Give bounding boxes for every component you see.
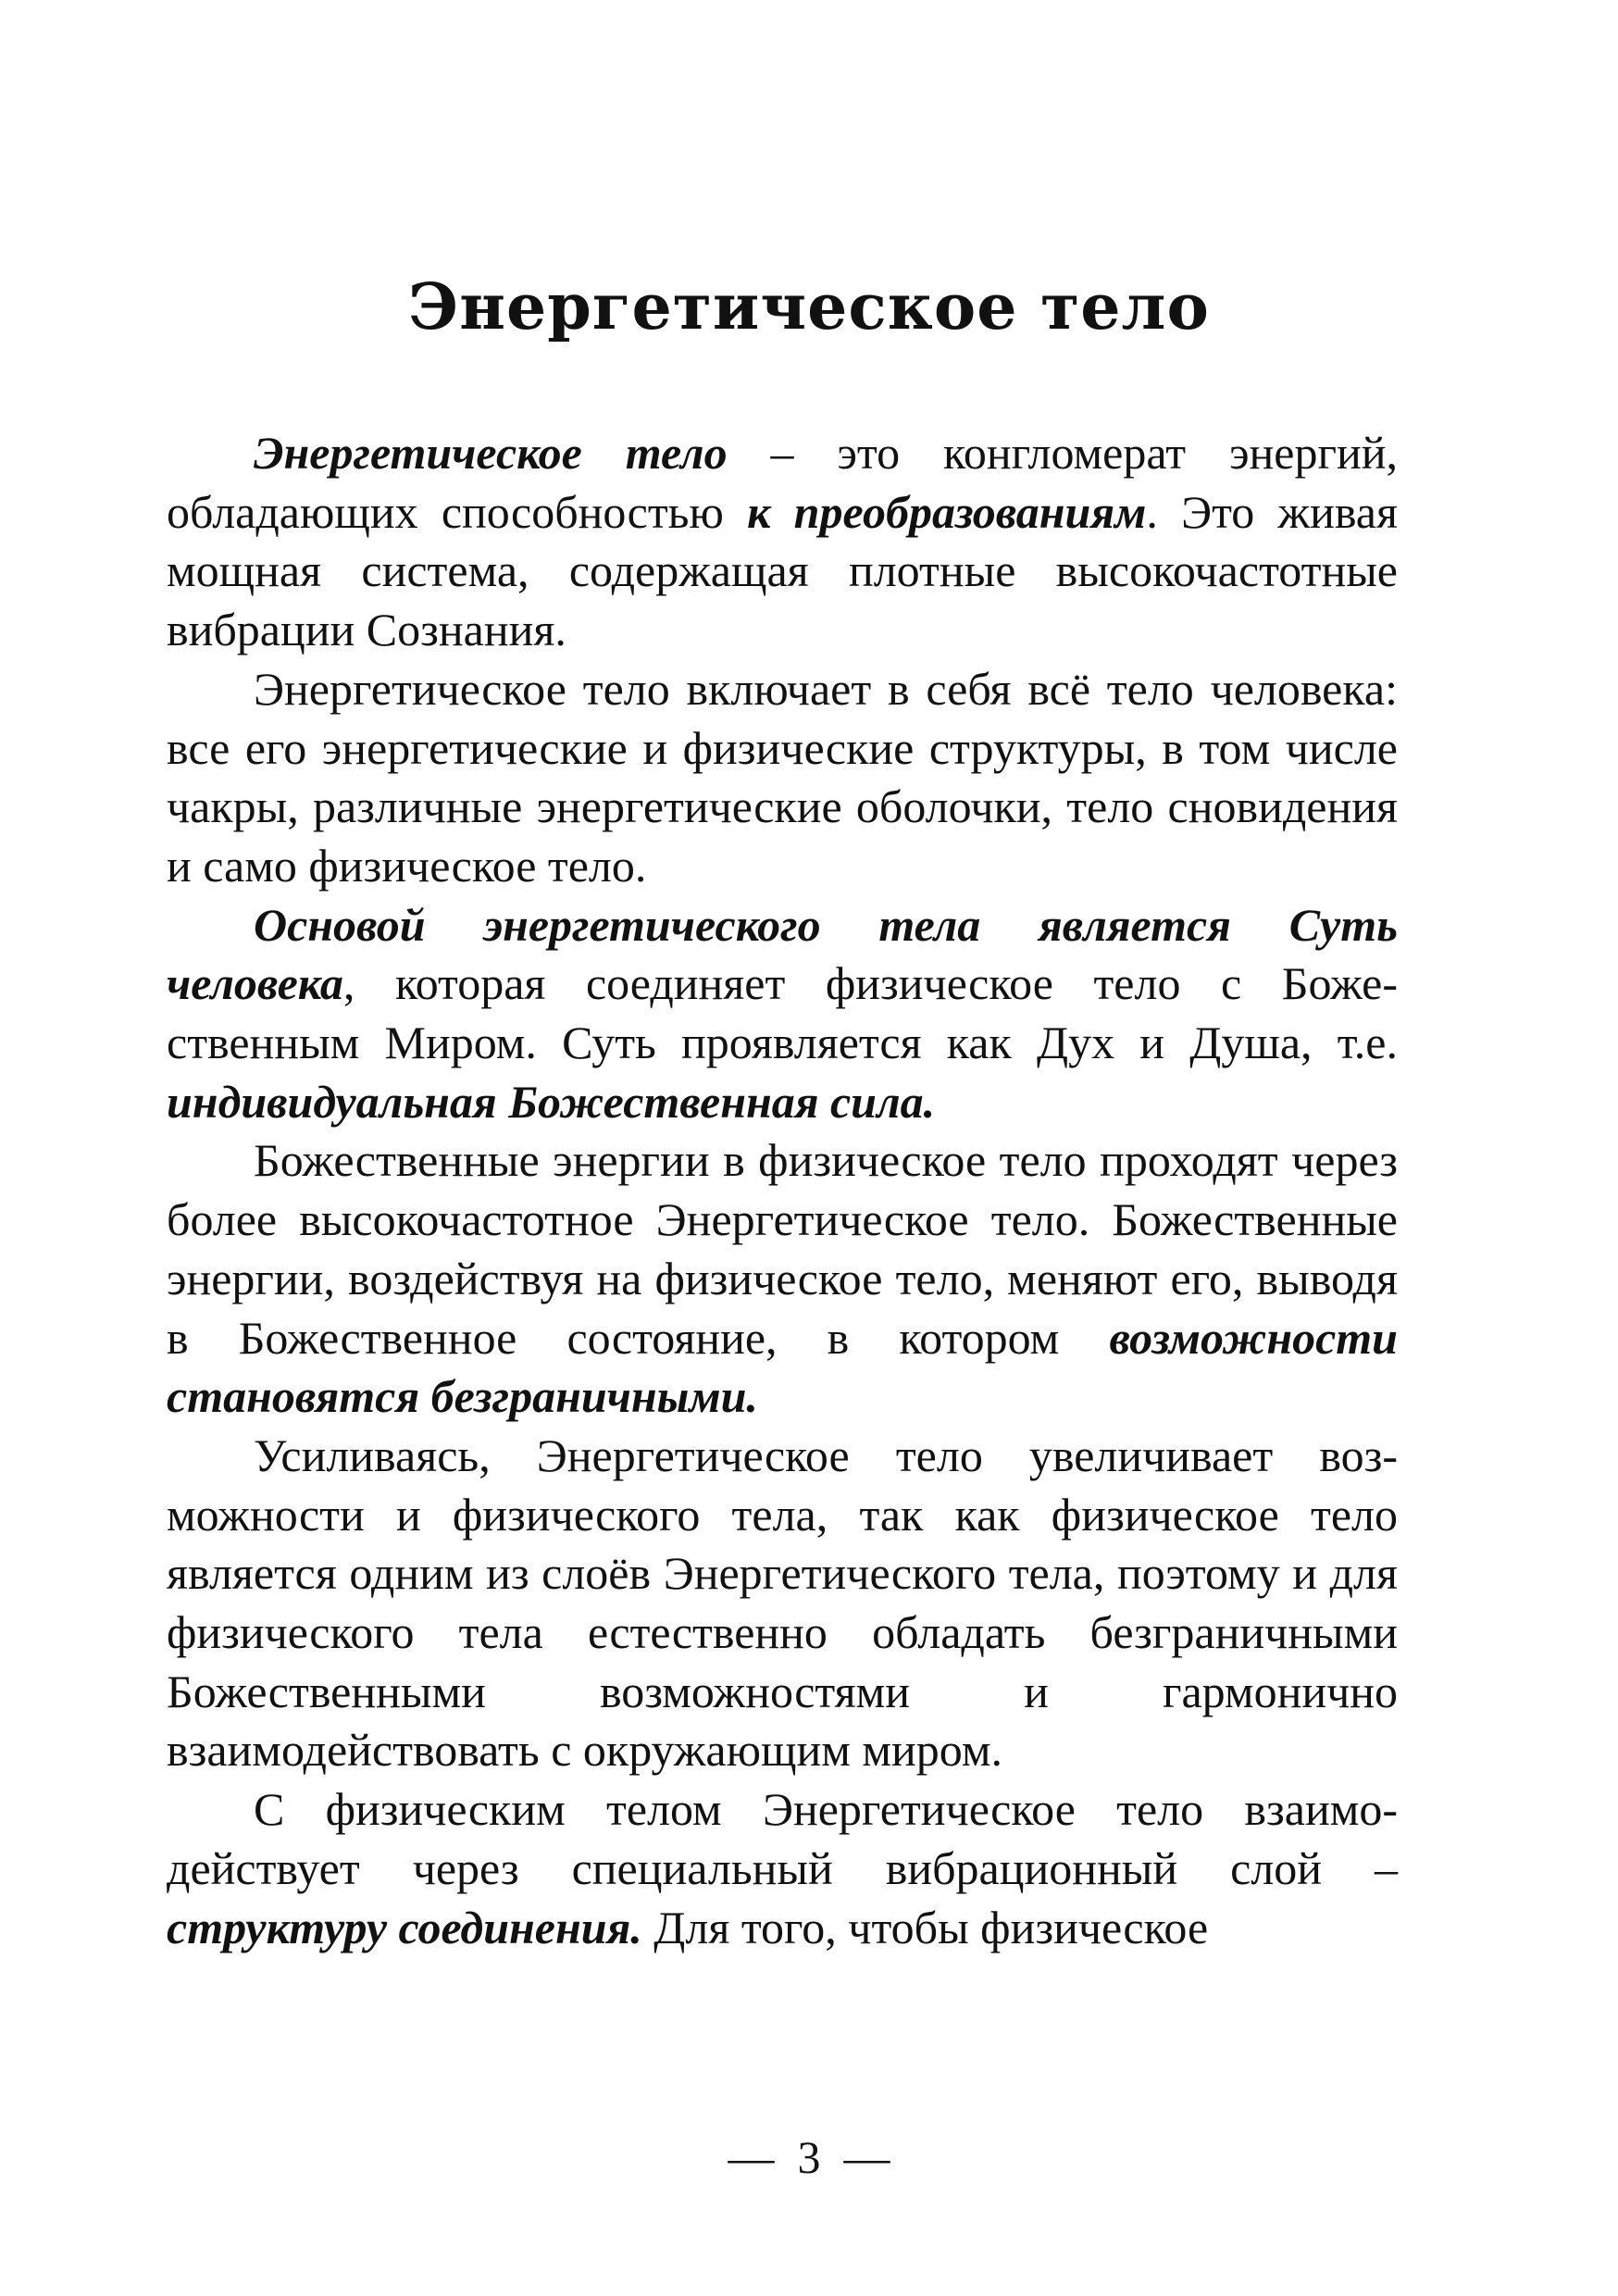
text-segment: структуру соединения.: [167, 1901, 642, 1953]
text-segment: Усиливаясь, Энергетическое тело увеличивает возможности и физического тела, так как физическое тело является одним из слоёв Энергетического тела, поэтому и для физического тела естественно обладать безграничными Божественными возможностями и гармонично взаимодействовать с окружающим миром.: [167, 1429, 1398, 1777]
text-segment: , которая соединяет физическое тело с Божественным Миром. Суть проявляется как Дух и Душа, т.е.: [167, 957, 1398, 1069]
page-number: 3: [797, 2131, 821, 2183]
text-segment: Энергетическое тело включает в себя всё тело человека: все его энергетические и физические структуры, в том числе чакры, различные энергетические оболочки, тело сновидения и само физическое тело.: [167, 662, 1398, 892]
paragraph: [167, 424, 1398, 660]
text-segment: к преобразованиям: [747, 485, 1147, 538]
text-segment: Основой энергетического тела является Суть человека: [167, 898, 1398, 1010]
text-segment: С физическим телом Энергетическое тело взаимодействует через специальный вибрационный слой –: [167, 1783, 1398, 1894]
text-segment: Энергетическое тело: [254, 427, 728, 479]
footer-dash-left: —: [728, 2131, 775, 2183]
body-text: [167, 424, 1398, 1957]
text-segment: . Это живая мощная система, содержащая плотные высокочастотные вибрации Сознания.: [167, 485, 1398, 656]
page-title: Энергетическое тело: [408, 270, 1210, 344]
paragraph: [167, 1427, 1398, 1780]
paragraph: [167, 1131, 1398, 1427]
text-segment: Божественные энергии в физическое тело проходят через более высокочастотное Энергетическое тело. Божественные энергии, воздействуя на физическое тело, меняют его, выводя в Божественное состояние, в котором: [167, 1134, 1398, 1364]
text-segment: возможности становятся безграничными.: [167, 1311, 1398, 1423]
page-footer: [0, 2129, 1618, 2185]
paragraph: [167, 896, 1398, 1132]
paragraph: [167, 660, 1398, 896]
text-segment: – это конгломерат энергий, обладающих способностью: [167, 427, 1398, 538]
text-segment: Для того, чтобы физическое: [641, 1901, 1209, 1953]
paragraph: [167, 1780, 1398, 1957]
text-segment: индивидуальная Божественная сила.: [167, 1075, 936, 1128]
footer-dash-right: —: [843, 2131, 890, 2183]
